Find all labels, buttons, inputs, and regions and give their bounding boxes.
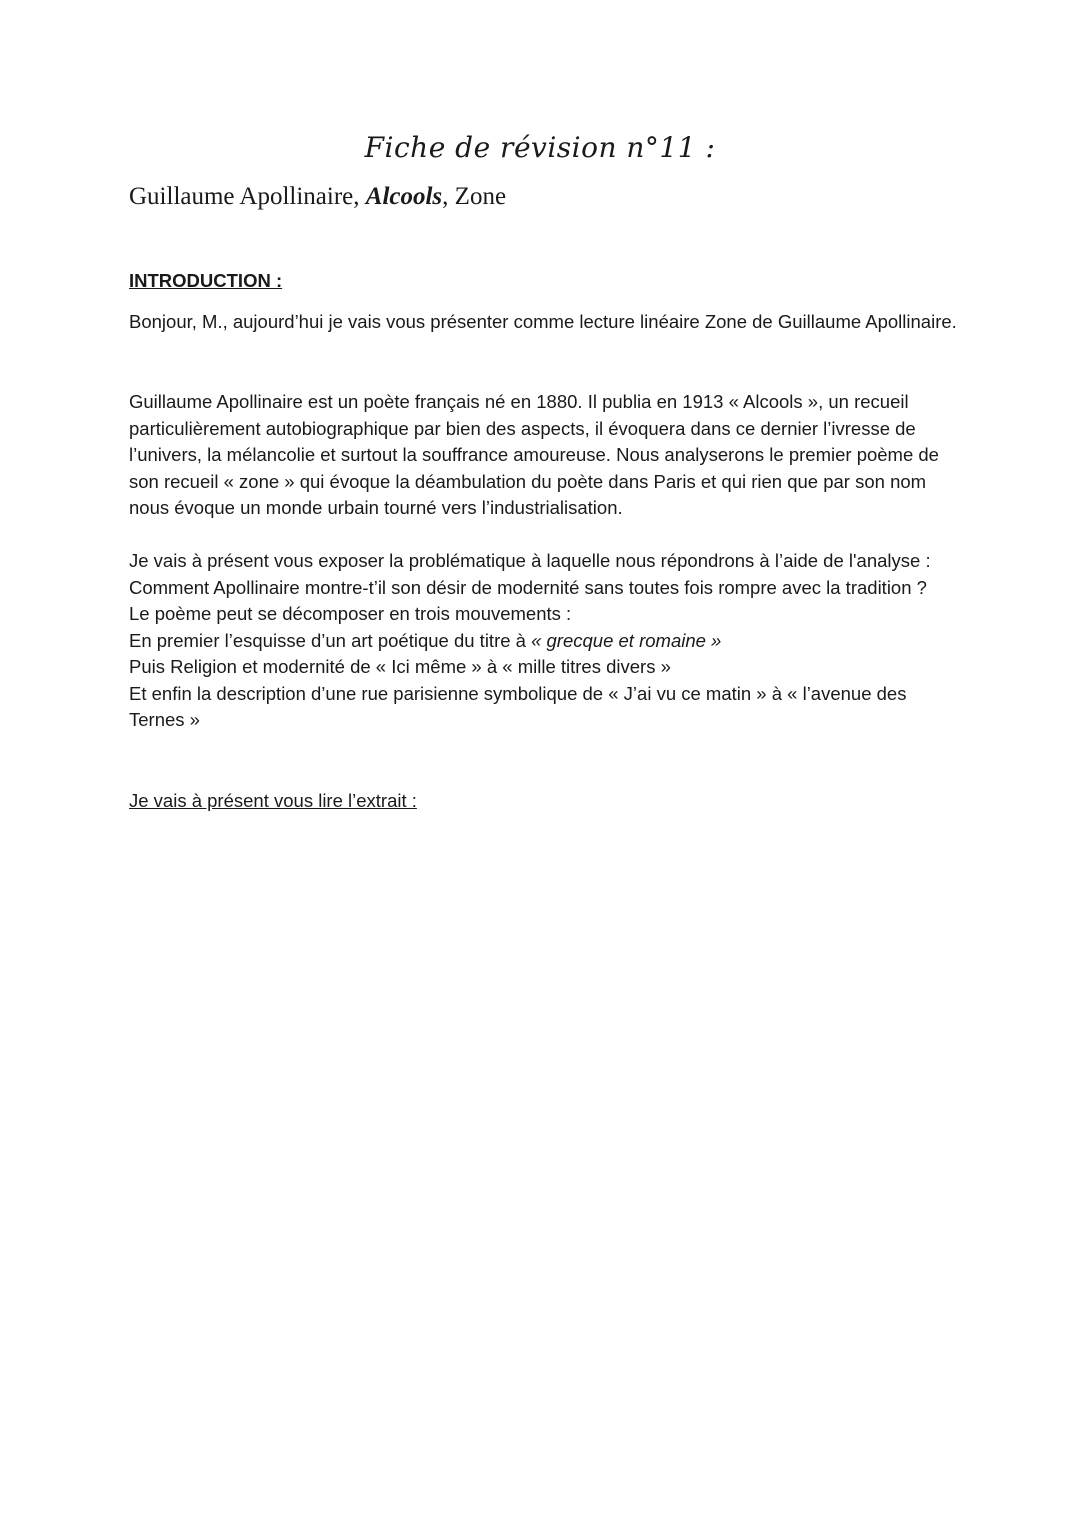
section-heading-introduction: INTRODUCTION : — [129, 270, 283, 291]
mouvement-2: Puis Religion et modernité de « Ici même » à « mille titres divers » — [129, 656, 671, 677]
problematique-text: Je vais à présent vous exposer la problématique à laquelle nous répondrons à l’aide de l'analyse : Comment Apollinaire montre-t’il son désir de modernité sans toutes fois rompre avec la tradition ? — [129, 550, 931, 598]
mouvement-1-prefix: En premier l’esquisse d’un art poétique du titre à — [129, 629, 532, 651]
document-subtitle — [129, 180, 506, 214]
mouvements-intro: Le poème peut se décomposer en trois mouvements : — [129, 603, 572, 624]
subtitle-poem: , Zone — [442, 183, 507, 210]
subtitle-work: Alcools — [365, 183, 443, 210]
paragraph-context: Guillaume Apollinaire est un poète français né en 1880. Il publia en 1913 « Alcools », un recueil particulièrement autobiographique par bien des aspects, il évoquera dans ce dernier l’ivresse de l’univers, la mélancolie et surtout la souffrance amoureuse. Nous analyserons le premier poème de son recueil « zone » qui évoque la déambulation du poète dans Paris et qui rien que par son nom nous évoque un monde urbain tourné vers l’industrialisation. — [129, 391, 939, 518]
mouvement-1-quote: « grecque et romaine » — [531, 629, 722, 651]
mouvement-1 — [129, 628, 959, 655]
closing-line: Je vais à présent vous lire l’extrait : — [129, 790, 417, 811]
subtitle-author: Guillaume Apollinaire, — [129, 183, 366, 210]
paragraph-greeting: Bonjour, M., aujourd’hui je vais vous présenter comme lecture linéaire Zone de Guillaume Apollinaire. — [129, 311, 957, 332]
mouvement-3: Et enfin la description d’une rue parisienne symbolique de « J’ai vu ce matin » à « l’avenue des Ternes » — [129, 682, 907, 730]
paragraph-problematique — [129, 548, 959, 734]
page-title: Fiche de révision n°11 : — [364, 131, 716, 164]
